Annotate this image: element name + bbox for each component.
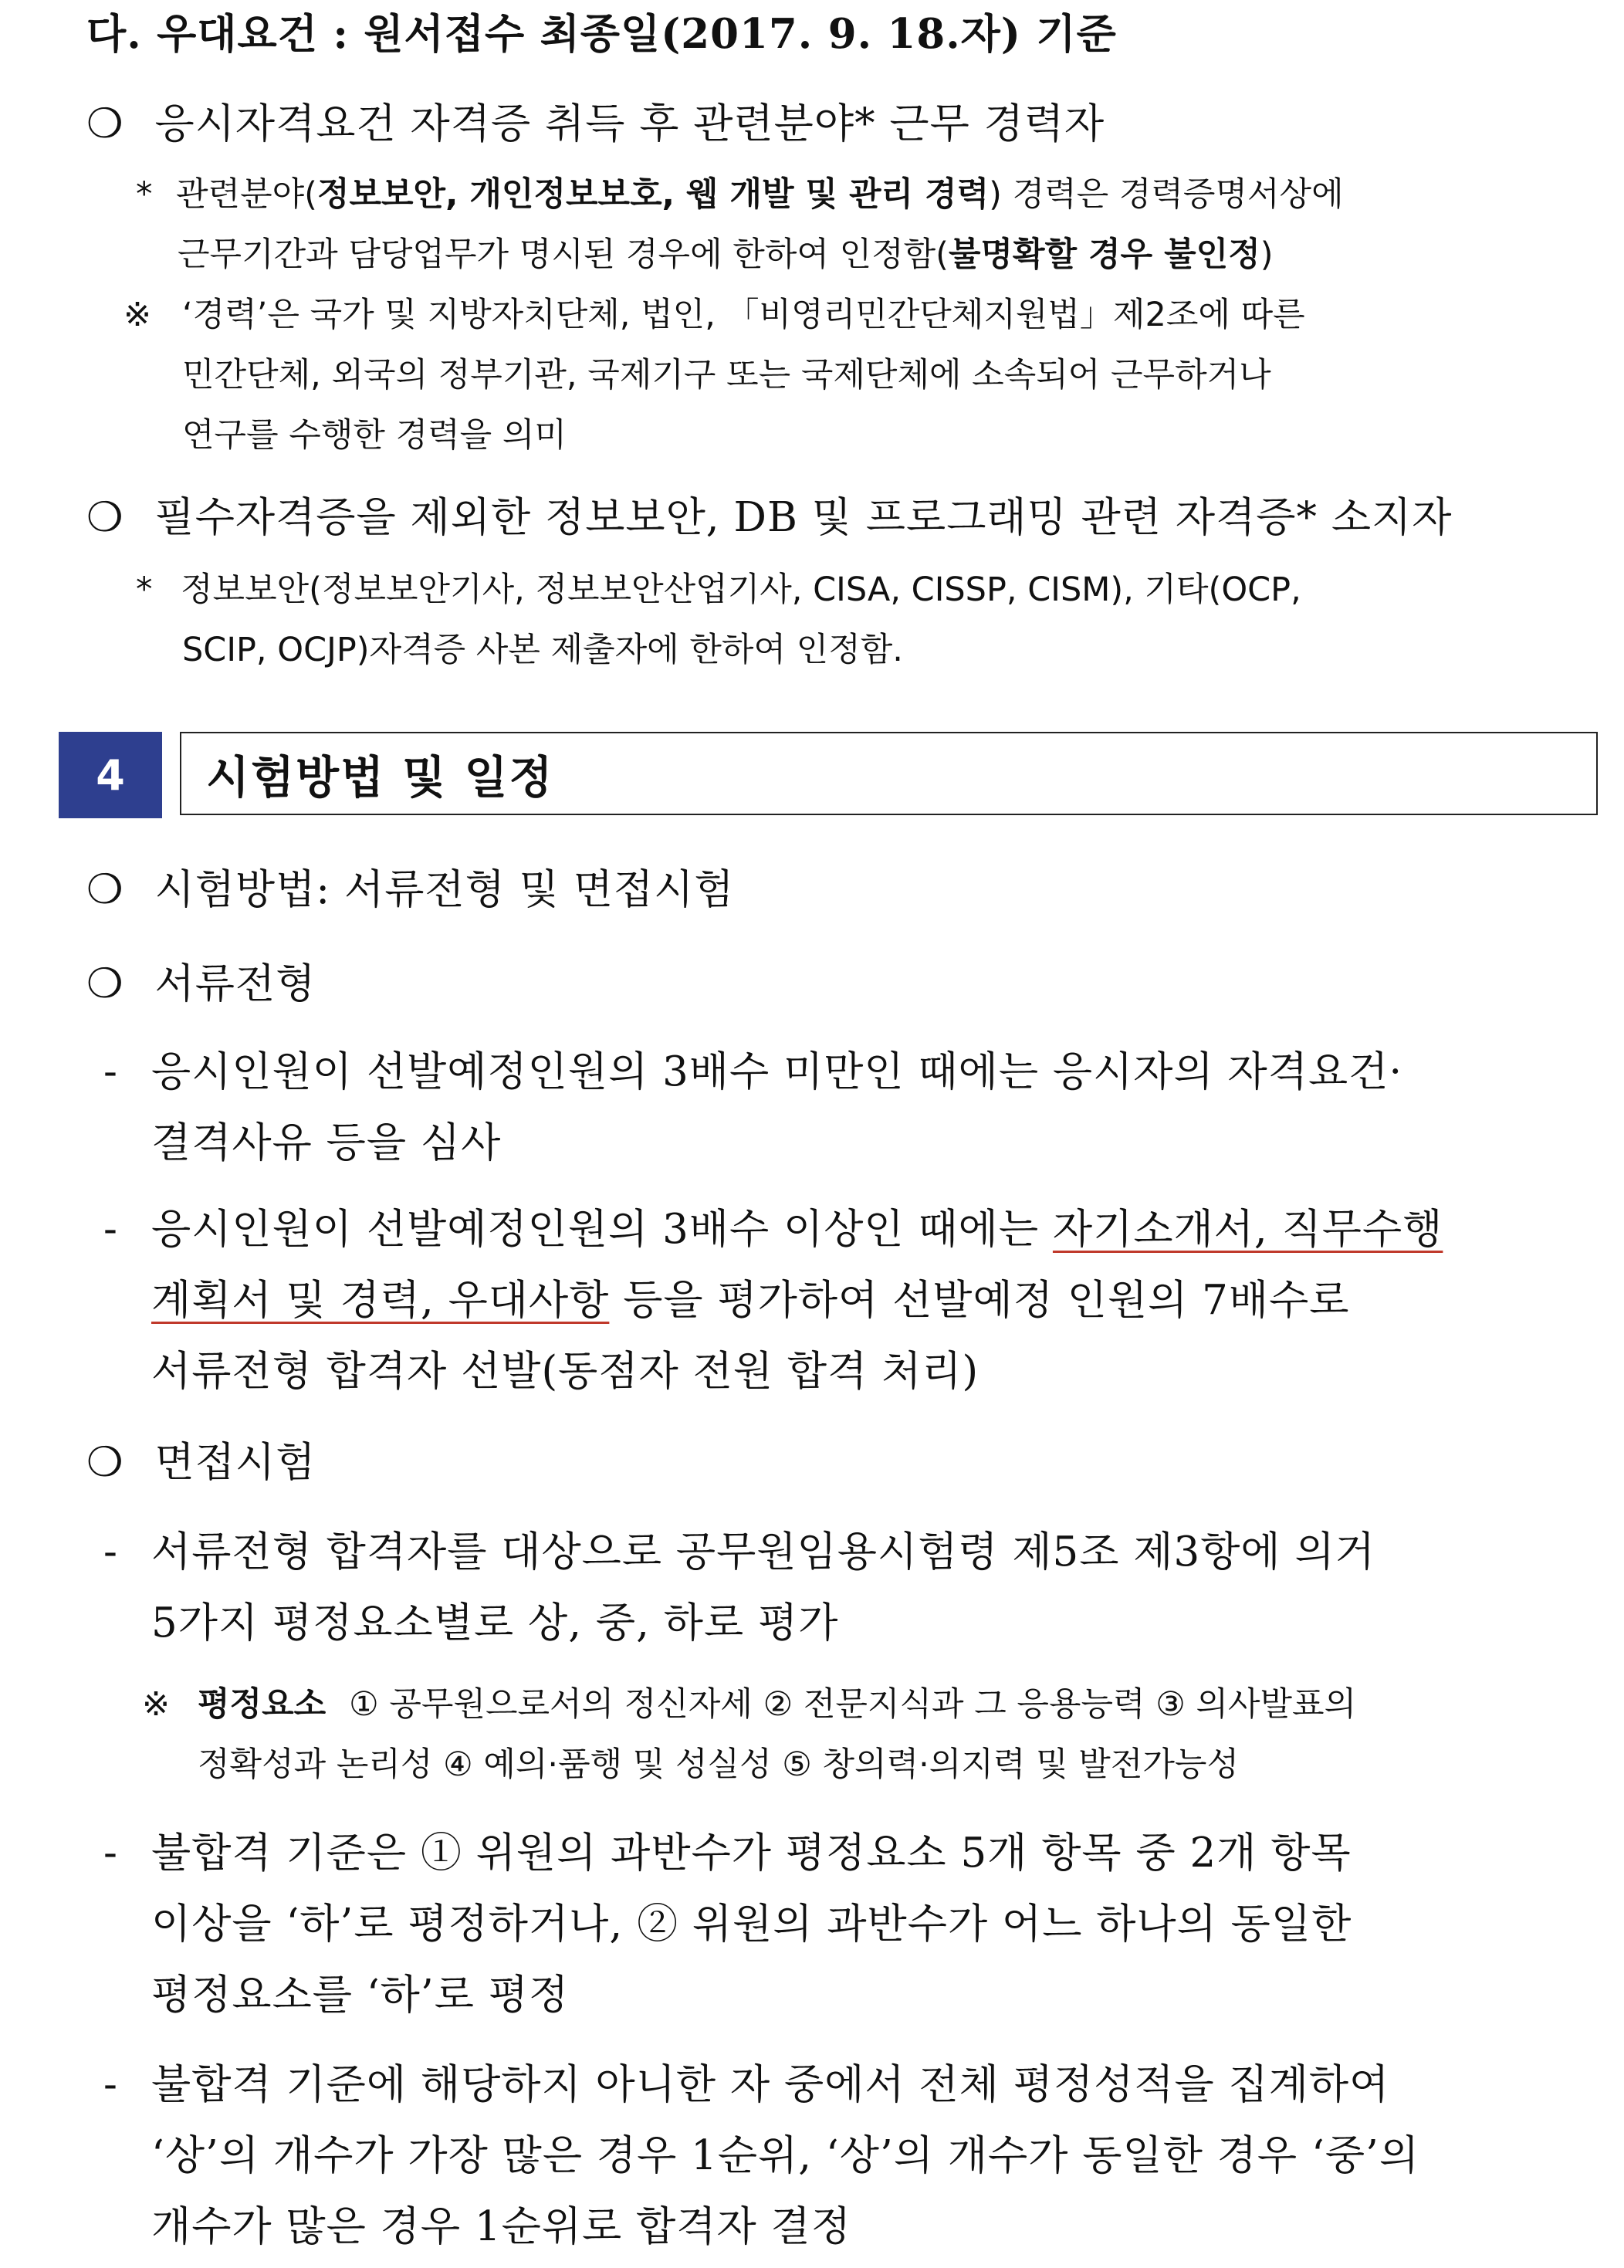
body-line: 서류전형 합격자 선발(동점자 전원 합격 처리) <box>151 1348 979 1395</box>
interview-title <box>86 1430 1601 1488</box>
asterisk-mark: * <box>136 175 153 214</box>
body-text: 불합격 기준에 해당하지 아니한 자 중에서 전체 평정성적을 집계하여 <box>151 2061 1390 2108</box>
doc-rule-2 <box>103 1197 1601 1255</box>
subtitle-text: 면접시험 <box>154 1439 316 1486</box>
fail-criteria <box>103 1820 1601 1879</box>
body-line: 이상을 ‘하’로 평정하거나, ② 위원의 과반수가 어느 하나의 동일한 <box>151 1901 1352 1948</box>
requirement-item-2 <box>86 485 1601 543</box>
section-number-badge: 4 <box>59 732 162 818</box>
body-line: 5가지 평정요소별로 상, 중, 하로 평가 <box>151 1599 839 1647</box>
dash-mark: - <box>103 2061 118 2108</box>
method-text: 시험방법: 서류전형 및 면접시험 <box>154 866 735 913</box>
requirement-text: 필수자격증을 제외한 정보보안, DB 및 프로그래밍 관련 자격증* 소지자 <box>154 494 1453 541</box>
doc-rule-1 <box>103 1039 1601 1098</box>
note-bold-text: 불명확할 경우 불인정 <box>948 235 1260 274</box>
section-title: 시험방법 및 일정 <box>180 732 1598 815</box>
body-line: 결격사유 등을 심사 <box>151 1119 502 1166</box>
pass-criteria <box>103 2052 1601 2111</box>
reference-mark: ※ <box>142 1685 171 1724</box>
body-line: 평정요소를 ‘하’로 평정 <box>151 1972 570 2019</box>
document-screening-title <box>86 951 1601 1010</box>
circle-bullet-icon: ❍ <box>86 866 124 913</box>
requirement-item-1 <box>86 91 1601 150</box>
subsection-heading: 다. 우대요건 : 원서접수 최종일(2017. 9. 18.자) 기준 <box>86 10 1117 58</box>
body-line <box>151 1268 1601 1326</box>
note-text: ) <box>1260 235 1274 274</box>
note-line: SCIP, OCJP)자격증 사본 제출자에 한하여 인정함. <box>182 631 903 669</box>
note-line: 정확성과 논리성 ④ 예의·품행 및 성실성 ⑤ 창의력·의지력 및 발전가능성 <box>198 1745 1239 1784</box>
note-text: ) 경력은 경력증명서상에 <box>989 175 1344 214</box>
circle-bullet-icon: ❍ <box>86 100 124 147</box>
body-text: 등을 평가하여 선발예정 인원의 7배수로 <box>609 1277 1350 1324</box>
note-bold-text: 정보보안, 개인정보보호, 웹 개발 및 관리 경력 <box>316 175 990 214</box>
underlined-text: 계획서 및 경력, 우대사항 <box>151 1277 610 1324</box>
dash-mark: - <box>103 1528 118 1576</box>
dash-mark: - <box>103 1830 118 1877</box>
method-item <box>86 857 1601 916</box>
eval-label: 평정요소 <box>198 1685 326 1724</box>
body-line: ‘상’의 개수가 가장 많은 경우 1순위, ‘상’의 개수가 동일한 경우 ‘중’의 <box>151 2132 1420 2179</box>
note-text: 관련분야( <box>176 175 317 214</box>
note-star-2 <box>136 564 1601 611</box>
note-line: 민간단체, 외국의 정부기관, 국제기구 또는 국제단체에 소속되어 근무하거나 <box>182 356 1271 394</box>
reference-mark: ※ <box>123 296 152 334</box>
asterisk-mark: * <box>136 570 153 609</box>
underlined-text: 자기소개서, 직무수행 <box>1052 1206 1443 1253</box>
evaluation-factors <box>142 1678 1601 1725</box>
circle-bullet-icon: ❍ <box>86 960 124 1007</box>
subtitle-text: 서류전형 <box>154 960 316 1007</box>
note-star-1 <box>136 168 1601 215</box>
body-text: 서류전형 합격자를 대상으로 공무원임용시험령 제5조 제3항에 의거 <box>151 1528 1375 1576</box>
note-reference-mark <box>123 289 1601 336</box>
circle-bullet-icon: ❍ <box>86 1439 124 1486</box>
note-star-1-cont <box>178 228 1601 276</box>
body-text: 응시인원이 선발예정인원의 3배수 미만인 때에는 응시자의 자격요건· <box>151 1048 1403 1095</box>
note-text: 정보보안(정보보안기사, 정보보안산업기사, CISA, CISSP, CISM), 기타(OCP, <box>181 570 1301 609</box>
note-line: 연구를 수행한 경력을 의미 <box>182 416 567 455</box>
requirement-text: 응시자격요건 자격증 취득 후 관련분야* 근무 경력자 <box>154 100 1105 147</box>
note-text: ① 공무원으로서의 정신자세 ② 전문지식과 그 응용능력 ③ 의사발표의 <box>349 1685 1357 1724</box>
body-line: 개수가 많은 경우 1순위로 합격자 결정 <box>151 2203 851 2250</box>
note-text: 근무기간과 담당업무가 명시된 경우에 한하여 인정함( <box>178 235 949 274</box>
dash-mark: - <box>103 1048 118 1095</box>
interview-rule-1 <box>103 1519 1601 1578</box>
circle-bullet-icon: ❍ <box>86 494 124 541</box>
dash-mark: - <box>103 1206 118 1253</box>
note-text: ‘경력’은 국가 및 지방자치단체, 법인, 「비영리민간단체지원법」제2조에 따른 <box>182 296 1305 334</box>
body-text: 불합격 기준은 ① 위원의 과반수가 평정요소 5개 항목 중 2개 항목 <box>151 1830 1352 1877</box>
body-text: 응시인원이 선발예정인원의 3배수 이상인 때에는 <box>151 1206 1053 1253</box>
